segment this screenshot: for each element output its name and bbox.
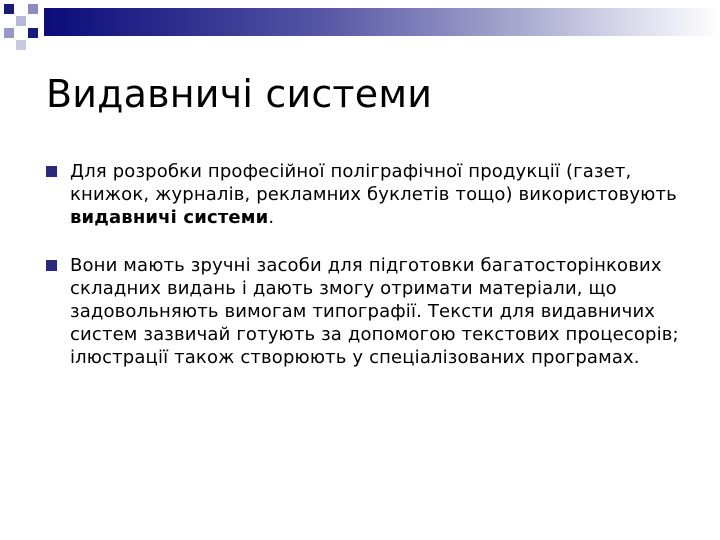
slide-title: Видавничі системи [46,72,433,116]
corner-square-decoration [28,4,38,14]
corner-square-decoration [16,40,26,50]
corner-square-decoration [4,28,14,38]
bullet-emphasis: видавничі системи [70,207,269,228]
corner-square-decoration [4,4,14,14]
corner-square-decoration [28,28,38,38]
bullet-list [46,160,686,369]
bullet-item [46,254,686,369]
bullet-text [70,161,677,228]
bullet-text: Вони мають зручні засоби для підготовки багатосторінкових складних видань і дають змогу отримати матеріали, що задовольняють вимогам типографії. Тексти для видавничих систем зазвичай готують за допомогою текстових процесорів; ілюстрації також створюють у спеціалізованих програмах. [70,255,679,368]
square-bullet-icon [46,166,57,177]
bullet-item [46,160,686,229]
header-gradient-band [44,8,720,36]
corner-square-decoration [16,16,26,26]
bullet-text-part: . [268,207,275,228]
square-bullet-icon [46,260,57,271]
bullet-text-part: Для розробки професійної поліграфічної продукції (газет, книжок, журналів, рекламних буклетів тощо) використовують [70,161,677,205]
